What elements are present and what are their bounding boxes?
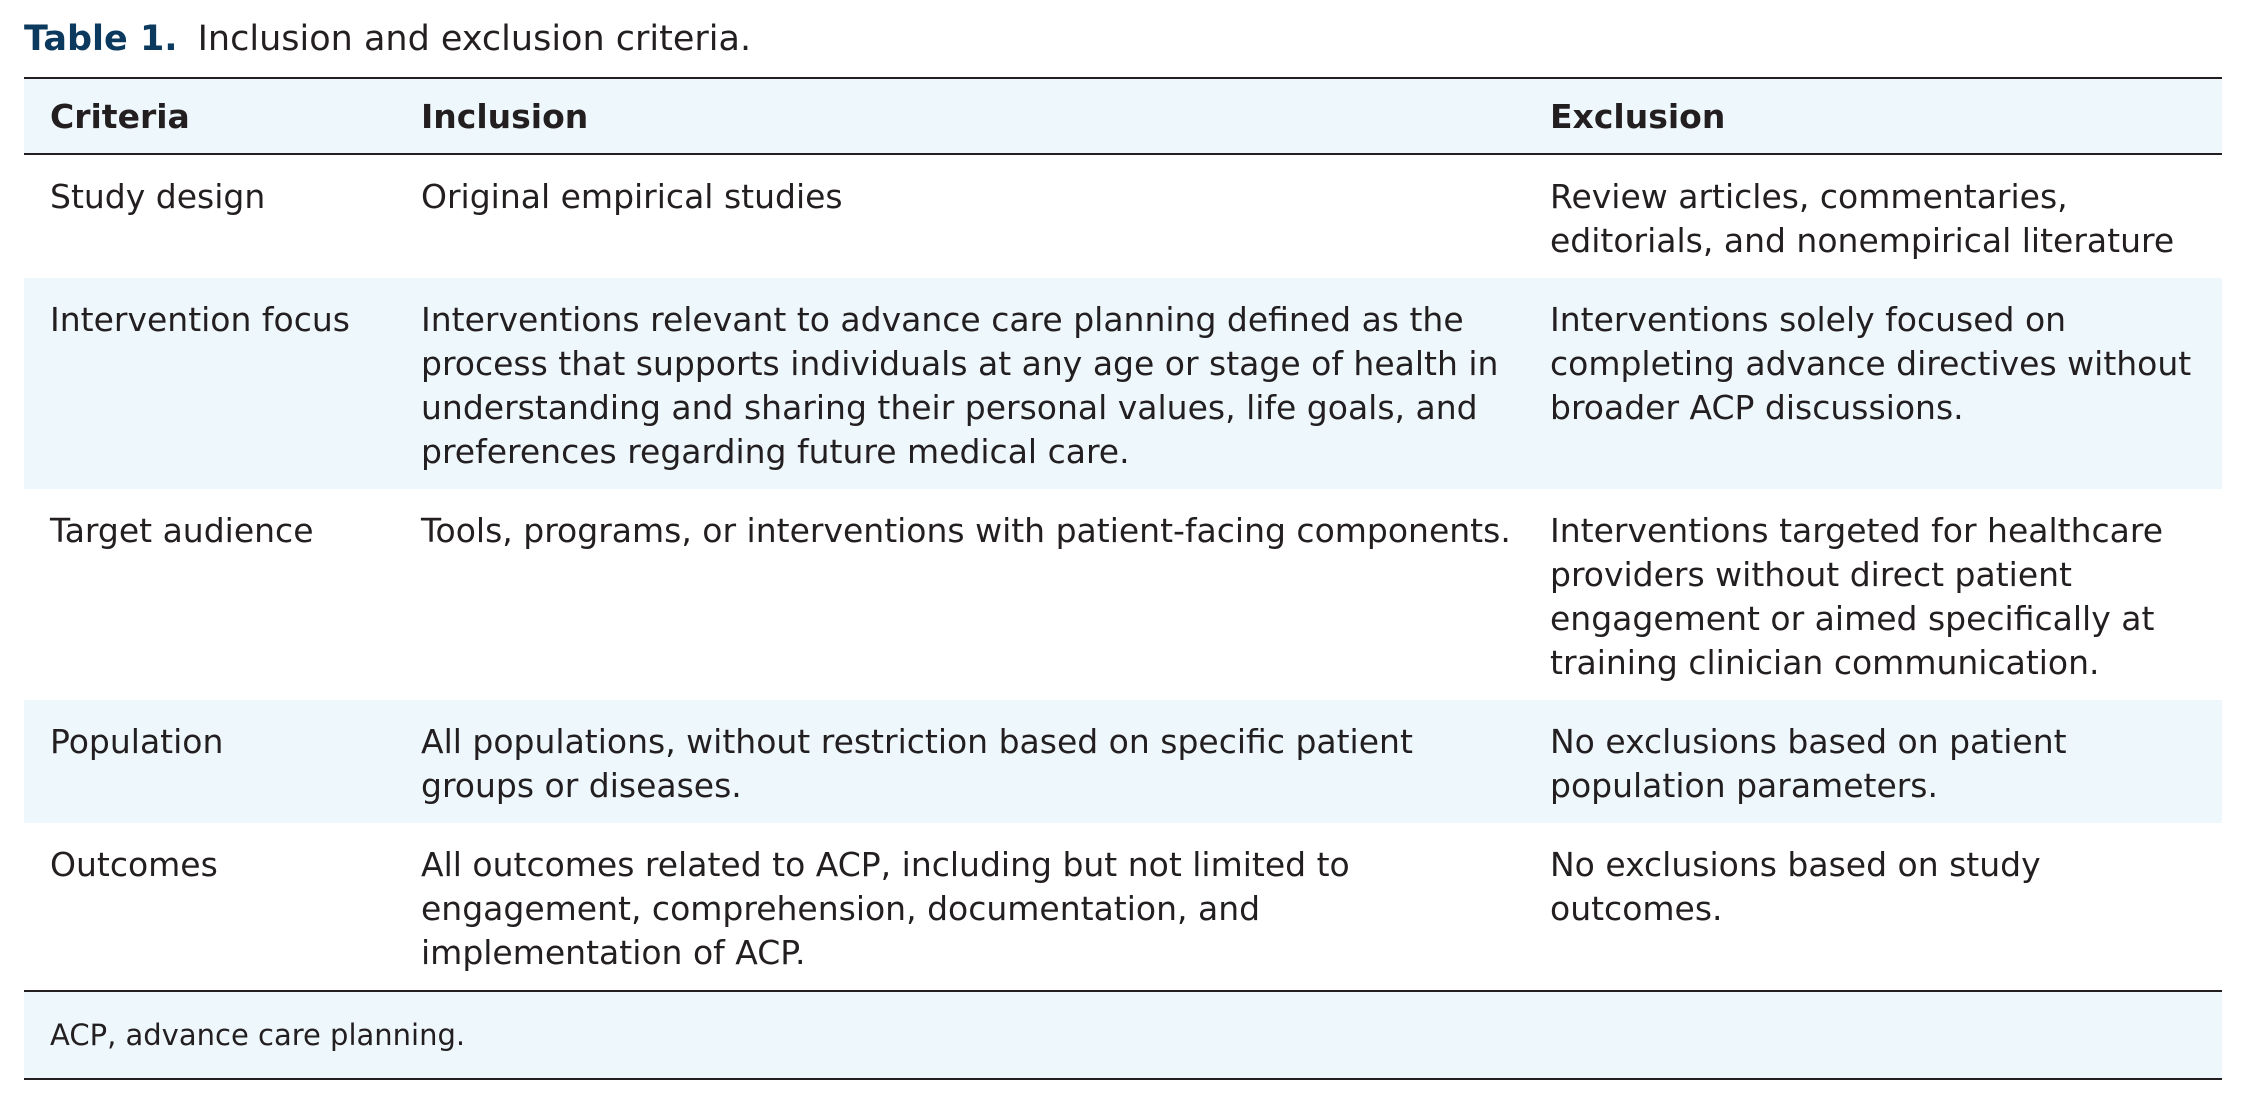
cell-inclusion: Interventions relevant to advance care planning defined as the process that supports individuals at any age or stage of health in understanding and sharing their personal values, life goals, and preferences regarding future medical care. (421, 300, 1499, 471)
cell-inclusion: All outcomes related to ACP, including but not limited to engagement, comprehension, documentation, and implementation of ACP. (421, 845, 1350, 972)
table-caption (24, 14, 2222, 64)
cell-inclusion: Tools, programs, or interventions with patient-facing components. (421, 511, 1511, 550)
cell-criteria: Study design (50, 177, 266, 216)
header-criteria: Criteria (24, 78, 395, 154)
table-row (24, 154, 2222, 278)
header-row (24, 78, 2222, 154)
table-label: Table 1. (24, 19, 178, 59)
cell-criteria: Outcomes (50, 845, 218, 884)
table-header (24, 78, 2222, 154)
cell-inclusion: Original empirical studies (421, 177, 843, 216)
cell-criteria: Intervention focus (50, 300, 350, 339)
footnote-row (24, 991, 2222, 1079)
cell-exclusion: No exclusions based on patient population parameters. (1550, 722, 2067, 805)
table-footer (24, 991, 2222, 1079)
header-exclusion: Exclusion (1524, 78, 2222, 154)
cell-exclusion: Interventions targeted for healthcare providers without direct patient engagement or aimed specifically at training clinician communication. (1550, 511, 2164, 682)
table-row (24, 700, 2222, 823)
table-title: Inclusion and exclusion criteria. (197, 19, 752, 59)
criteria-table (24, 77, 2222, 1080)
cell-exclusion: Interventions solely focused on completing advance directives without broader ACP discussions. (1550, 300, 2192, 427)
table-figure (24, 14, 2222, 1080)
header-inclusion: Inclusion (395, 78, 1524, 154)
cell-criteria: Population (50, 722, 224, 761)
table-row (24, 489, 2222, 700)
table-row (24, 278, 2222, 489)
cell-inclusion: All populations, without restriction based on specific patient groups or diseases. (421, 722, 1413, 805)
cell-exclusion: No exclusions based on study outcomes. (1550, 845, 2041, 928)
cell-criteria: Target audience (50, 511, 314, 550)
table-row (24, 823, 2222, 991)
table-footnote: ACP, advance care planning. (24, 991, 2222, 1079)
table-body (24, 154, 2222, 991)
cell-exclusion: Review articles, commentaries, editorials, and nonempirical literature (1550, 177, 2175, 260)
